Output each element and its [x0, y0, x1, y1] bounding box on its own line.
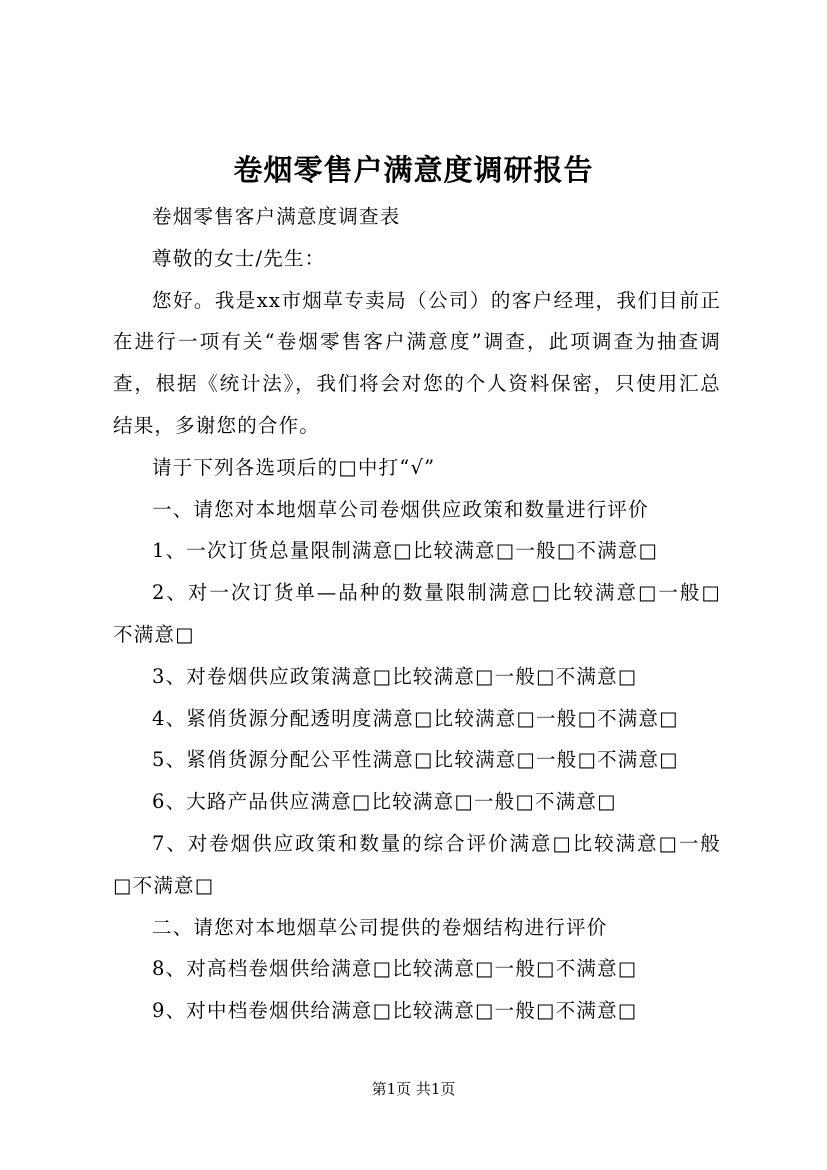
document-title: 卷烟零售户满意度调研报告 [233, 153, 594, 187]
question-item: 9、对中档卷烟供给满意□比较满意□一般□不满意□ [152, 999, 638, 1023]
section-heading-structure: 二、请您对本地烟草公司提供的卷烟结构进行评价 [152, 915, 608, 939]
question-item: 4、紧俏货源分配透明度满意□比较满意□一般□不满意□ [152, 706, 679, 730]
instruction-line: 请于下列各选项后的□中打“√” [152, 455, 436, 479]
document-body [113, 196, 721, 1032]
question-item: 7、对卷烟供应政策和数量的综合评价满意□比较满意□一般□不满意□ [113, 831, 721, 897]
question-item: 1、一次订货总量限制满意□比较满意□一般□不满意□ [152, 539, 659, 563]
intro-paragraph: 您好。我是xx市烟草专卖局（公司）的客户经理，我们目前正在进行一项有关“卷烟零售客户满意度”调查，此项调查为抽查调查，根据《统计法》，我们将会对您的个人资料保密，只使用汇总结果，多谢您的合作。 [113, 288, 721, 437]
section-heading-supply: 一、请您对本地烟草公司卷烟供应政策和数量进行评价 [152, 497, 649, 521]
survey-name: 卷烟零售客户满意度调查表 [152, 205, 401, 228]
greeting-salutation: 尊敬的女士/先生： [152, 246, 326, 270]
question-item: 8、对高档卷烟供给满意□比较满意□一般□不满意□ [152, 957, 638, 981]
question-item: 3、对卷烟供应政策满意□比较满意□一般□不满意□ [152, 664, 638, 688]
question-item: 5、紧俏货源分配公平性满意□比较满意□一般□不满意□ [152, 748, 679, 772]
question-item: 2、对一次订货单—品种的数量限制满意□比较满意□一般□不满意□ [113, 581, 721, 646]
question-item: 6、大路产品供应满意□比较满意□一般□不满意□ [152, 790, 617, 814]
page-footer: 第1页 共1页 [371, 1080, 456, 1098]
